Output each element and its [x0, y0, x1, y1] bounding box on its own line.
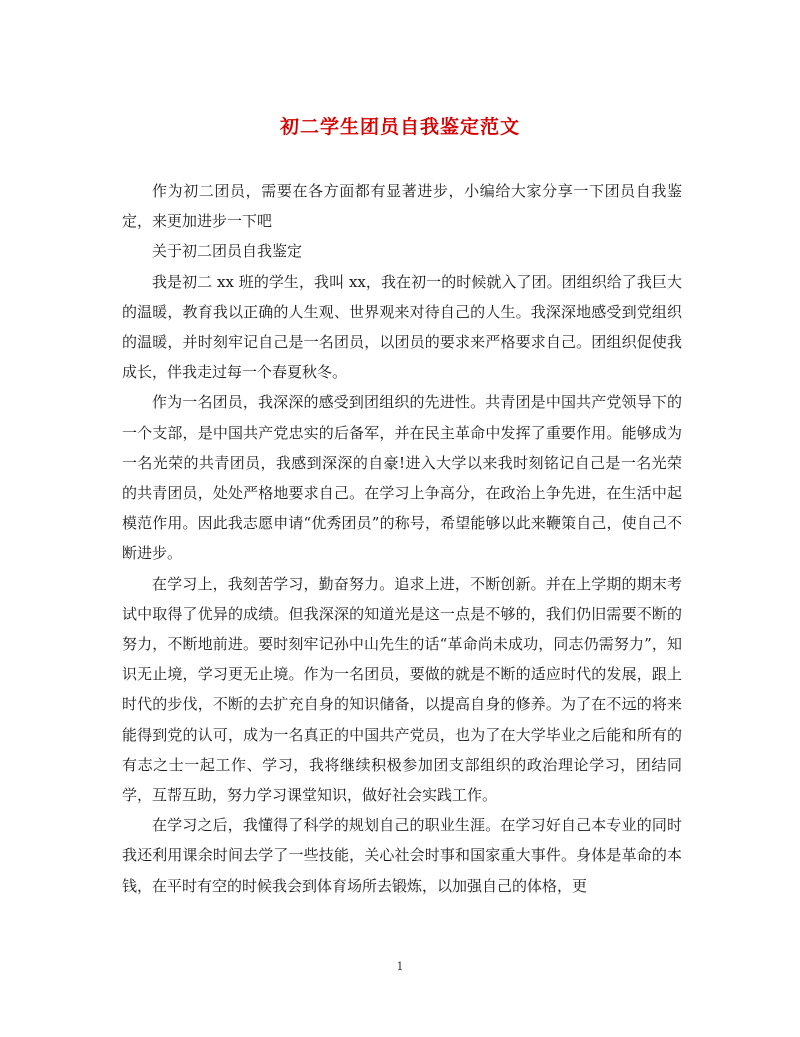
- page-number: 1: [396, 960, 404, 973]
- paragraph-3: 在学习上，我刻苦学习，勤奋努力。追求上进，不断创新。并在上学期的期末考试中取得了优异的成绩。但我深深的知道光是这一点是不够的，我们仍旧需要不断的努力，不断地前进。要时刻牢记孙中山先生的话“革命尚未成功，同志仍需努力”，知识无止境，学习更无止境。作为一名团员，要做的就是不断的适应时代的发展，跟上时代的步伐，不断的去扩充自身的知识储备，以提高自身的修养。为了在不远的将来能得到党的认可，成为一名真正的中国共产党员，也为了在大学毕业之后能和所有的有志之士一起工作、学习，我将继续积极参加团支部组织的政治理论学习，团结同学，互帮互助，努力学习课堂知识，做好社会实践工作。: [122, 574, 682, 805]
- paragraph-2: 作为一名团员，我深深的感受到团组织的先进性。共青团是中国共产党领导下的一个支部，是中国共产党忠实的后备军，并在民主革命中发挥了重要作用。能够成为一名光荣的共青团员，我感到深深的自豪!进入大学以来我时刻铭记自己是一名光荣的共青团员，处处严格地要求自己。在学习上争高分，在政治上争先进，在生活中起模范作用。因此我志愿申请“优秀团员”的称号，希望能够以此来鞭策自己，使自己不断进步。: [122, 393, 682, 563]
- paragraph-subheading: 关于初二团员自我鉴定: [152, 242, 303, 261]
- paragraph-4: 在学习之后，我懂得了科学的规划自己的职业生涯。在学习好自己本专业的同时我还利用课余时间去学了一些技能，关心社会时事和国家重大事件。身体是革命的本钱，在平时有空的时候我会到体育场所去锻炼，以加强自己的体格，更: [122, 816, 682, 895]
- document-body: [122, 176, 682, 901]
- paragraph-intro: 作为初二团员，需要在各方面都有显著进步，小编给大家分享一下团员自我鉴定，来更加进步一下吧: [122, 182, 682, 231]
- paragraph-1: 我是初二 xx 班的学生，我叫 xx，我在初一的时候就入了团。团组织给了我巨大的温暖，教育我以正确的人生观、世界观来对待自己的人生。我深深地感受到党组织的温暖，并时刻牢记自己是一名团员，以团员的要求来严格要求自己。团组织促使我成长，伴我走过每一个春夏秋冬。: [122, 272, 682, 382]
- document-title: 初二学生团员自我鉴定范文: [279, 116, 520, 138]
